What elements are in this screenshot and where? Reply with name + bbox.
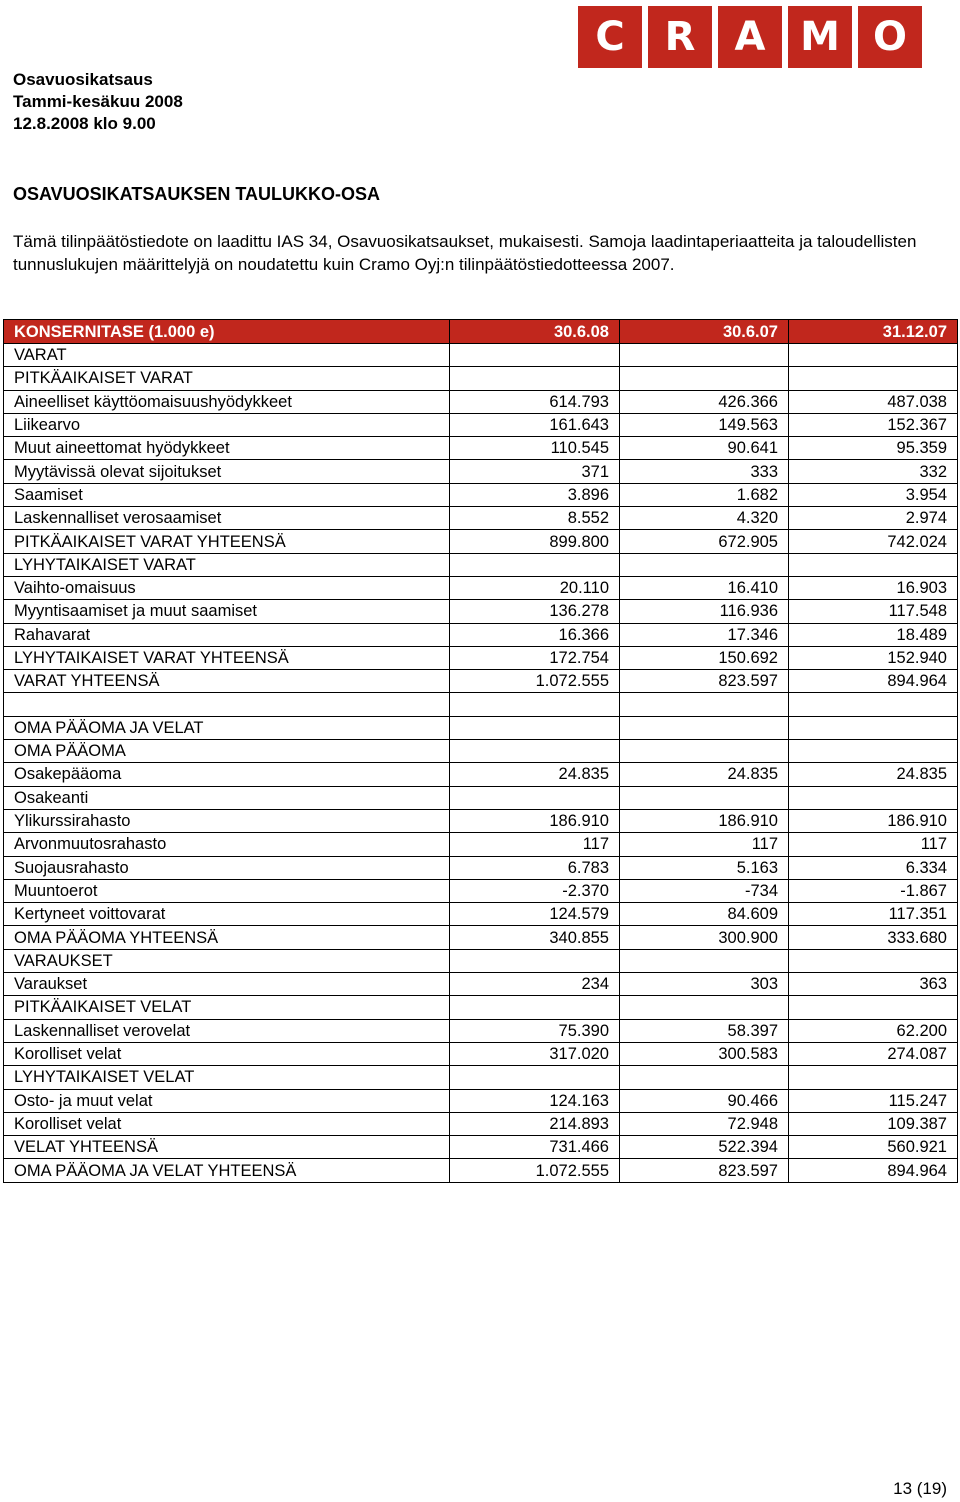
row-label: Muuntoerot xyxy=(4,879,450,902)
row-label: Muut aineettomat hyödykkeet xyxy=(4,437,450,460)
row-value: 823.597 xyxy=(620,670,789,693)
row-value: 18.489 xyxy=(789,623,958,646)
table-row xyxy=(4,973,958,996)
row-value: 117 xyxy=(789,833,958,856)
row-label: OMA PÄÄOMA JA VELAT YHTEENSÄ xyxy=(4,1159,450,1182)
row-value: 24.835 xyxy=(450,763,620,786)
row-label: VELAT YHTEENSÄ xyxy=(4,1136,450,1159)
row-value xyxy=(789,740,958,763)
row-label: PITKÄAIKAISET VARAT YHTEENSÄ xyxy=(4,530,450,553)
row-value: 300.583 xyxy=(620,1042,789,1065)
row-value xyxy=(620,693,789,716)
row-value: 24.835 xyxy=(789,763,958,786)
table-row xyxy=(4,390,958,413)
row-value xyxy=(789,693,958,716)
row-label: LYHYTAIKAISET VELAT xyxy=(4,1066,450,1089)
row-value: 136.278 xyxy=(450,600,620,623)
row-value: 109.387 xyxy=(789,1112,958,1135)
row-value: 116.936 xyxy=(620,600,789,623)
row-value: 152.940 xyxy=(789,646,958,669)
row-value: 90.466 xyxy=(620,1089,789,1112)
table-row xyxy=(4,763,958,786)
row-value: 117 xyxy=(450,833,620,856)
row-value xyxy=(450,693,620,716)
column-header: 30.6.08 xyxy=(450,320,620,344)
table-row xyxy=(4,949,958,972)
row-value: 823.597 xyxy=(620,1159,789,1182)
row-label: PITKÄAIKAISET VARAT xyxy=(4,367,450,390)
table-row xyxy=(4,1159,958,1182)
report-period: Tammi-kesäkuu 2008 xyxy=(13,92,183,111)
row-value xyxy=(450,786,620,809)
row-value: 72.948 xyxy=(620,1112,789,1135)
row-label: Korolliset velat xyxy=(4,1112,450,1135)
row-value: 332 xyxy=(789,460,958,483)
row-label: Rahavarat xyxy=(4,623,450,646)
row-label: Ylikurssirahasto xyxy=(4,809,450,832)
page-number: 13 (19) xyxy=(893,1479,947,1498)
row-value xyxy=(789,344,958,367)
row-value: 24.835 xyxy=(620,763,789,786)
row-value: 124.163 xyxy=(450,1089,620,1112)
row-value xyxy=(620,996,789,1019)
report-title: Osavuosikatsaus xyxy=(13,70,153,89)
row-label: Vaihto-omaisuus xyxy=(4,576,450,599)
table-row xyxy=(4,996,958,1019)
row-value: 152.367 xyxy=(789,413,958,436)
row-value: 317.020 xyxy=(450,1042,620,1065)
row-label: Osakeanti xyxy=(4,786,450,809)
table-row xyxy=(4,856,958,879)
row-value: 62.200 xyxy=(789,1019,958,1042)
row-value xyxy=(450,553,620,576)
row-value xyxy=(789,786,958,809)
cramo-logo xyxy=(578,6,922,68)
row-value: 6.334 xyxy=(789,856,958,879)
row-label: LYHYTAIKAISET VARAT YHTEENSÄ xyxy=(4,646,450,669)
row-value: 371 xyxy=(450,460,620,483)
row-value: 2.974 xyxy=(789,507,958,530)
row-value xyxy=(620,786,789,809)
logo-letter: A xyxy=(718,6,782,68)
row-label: Suojausrahasto xyxy=(4,856,450,879)
row-value: -1.867 xyxy=(789,879,958,902)
row-value: 672.905 xyxy=(620,530,789,553)
table-row xyxy=(4,1066,958,1089)
row-value: 16.903 xyxy=(789,576,958,599)
row-value: 4.320 xyxy=(620,507,789,530)
row-value xyxy=(450,1066,620,1089)
row-value: 426.366 xyxy=(620,390,789,413)
row-label: Myytävissä olevat sijoitukset xyxy=(4,460,450,483)
table-row xyxy=(4,926,958,949)
row-value xyxy=(789,949,958,972)
row-value: 742.024 xyxy=(789,530,958,553)
row-value: -2.370 xyxy=(450,879,620,902)
row-value: 731.466 xyxy=(450,1136,620,1159)
row-value: 560.921 xyxy=(789,1136,958,1159)
row-label: VARAUKSET xyxy=(4,949,450,972)
row-label: Laskennalliset verosaamiset xyxy=(4,507,450,530)
row-value: 274.087 xyxy=(789,1042,958,1065)
row-value xyxy=(789,716,958,739)
row-label: OMA PÄÄOMA xyxy=(4,740,450,763)
row-value xyxy=(620,367,789,390)
row-value xyxy=(450,949,620,972)
row-label: Korolliset velat xyxy=(4,1042,450,1065)
row-value: 487.038 xyxy=(789,390,958,413)
row-value xyxy=(450,740,620,763)
column-header: 30.6.07 xyxy=(620,320,789,344)
table-row xyxy=(4,344,958,367)
table-row xyxy=(4,1089,958,1112)
table-row xyxy=(4,670,958,693)
row-value xyxy=(620,553,789,576)
row-value xyxy=(620,949,789,972)
logo-letter: O xyxy=(858,6,922,68)
table-row xyxy=(4,413,958,436)
row-value xyxy=(789,996,958,1019)
row-value: 234 xyxy=(450,973,620,996)
row-value: 117.351 xyxy=(789,903,958,926)
row-label: Saamiset xyxy=(4,483,450,506)
row-value xyxy=(450,367,620,390)
row-value: 186.910 xyxy=(620,809,789,832)
table-row xyxy=(4,1042,958,1065)
row-value: 161.643 xyxy=(450,413,620,436)
report-date: 12.8.2008 klo 9.00 xyxy=(13,114,156,133)
table-row xyxy=(4,437,958,460)
row-value: 186.910 xyxy=(789,809,958,832)
row-value: 333.680 xyxy=(789,926,958,949)
table-row xyxy=(4,693,958,716)
row-label: VARAT YHTEENSÄ xyxy=(4,670,450,693)
row-value: 58.397 xyxy=(620,1019,789,1042)
row-value: 16.366 xyxy=(450,623,620,646)
row-label: Liikearvo xyxy=(4,413,450,436)
row-value: 894.964 xyxy=(789,670,958,693)
row-value: 363 xyxy=(789,973,958,996)
row-value: 149.563 xyxy=(620,413,789,436)
logo-letter: C xyxy=(578,6,642,68)
row-value: 20.110 xyxy=(450,576,620,599)
table-row xyxy=(4,879,958,902)
table-row xyxy=(4,460,958,483)
row-value: -734 xyxy=(620,879,789,902)
row-value: 150.692 xyxy=(620,646,789,669)
row-value xyxy=(620,740,789,763)
document-header xyxy=(13,69,183,135)
row-value: 90.641 xyxy=(620,437,789,460)
table-row xyxy=(4,1136,958,1159)
intro-paragraph: Tämä tilinpäätöstiedote on laadittu IAS 34, Osavuosikatsaukset, mukaisesti. Samoja laadintaperiaatteita ja taloudellisten tunnuslukujen määrittelyjä on noudatettu kuin Cramo Oyj:n tilinpäätöstiedotteessa 2007. xyxy=(13,232,917,274)
logo-letter: M xyxy=(788,6,852,68)
row-label: Arvonmuutosrahasto xyxy=(4,833,450,856)
row-value xyxy=(450,344,620,367)
row-label: Osakepääoma xyxy=(4,763,450,786)
table-row xyxy=(4,623,958,646)
row-value: 16.410 xyxy=(620,576,789,599)
table-header-row xyxy=(4,320,958,344)
table-row xyxy=(4,483,958,506)
row-value: 117 xyxy=(620,833,789,856)
row-value: 5.163 xyxy=(620,856,789,879)
table-row xyxy=(4,367,958,390)
row-value: 110.545 xyxy=(450,437,620,460)
row-value xyxy=(620,1066,789,1089)
row-value: 214.893 xyxy=(450,1112,620,1135)
row-value xyxy=(789,1066,958,1089)
row-label: PITKÄAIKAISET VELAT xyxy=(4,996,450,1019)
table-row xyxy=(4,576,958,599)
table-title: KONSERNITASE (1.000 e) xyxy=(4,320,450,344)
row-label: OMA PÄÄOMA JA VELAT xyxy=(4,716,450,739)
row-value: 333 xyxy=(620,460,789,483)
table-row xyxy=(4,646,958,669)
row-value: 172.754 xyxy=(450,646,620,669)
row-label: Myyntisaamiset ja muut saamiset xyxy=(4,600,450,623)
row-value xyxy=(620,344,789,367)
row-value: 115.247 xyxy=(789,1089,958,1112)
row-value: 300.900 xyxy=(620,926,789,949)
row-label: Osto- ja muut velat xyxy=(4,1089,450,1112)
row-value xyxy=(450,716,620,739)
row-value: 614.793 xyxy=(450,390,620,413)
row-value xyxy=(450,996,620,1019)
row-label: OMA PÄÄOMA YHTEENSÄ xyxy=(4,926,450,949)
row-value: 8.552 xyxy=(450,507,620,530)
table-row xyxy=(4,833,958,856)
row-value: 303 xyxy=(620,973,789,996)
row-label: Aineelliset käyttöomaisuushyödykkeet xyxy=(4,390,450,413)
row-value: 117.548 xyxy=(789,600,958,623)
table-row xyxy=(4,600,958,623)
row-value: 3.896 xyxy=(450,483,620,506)
row-label: Laskennalliset verovelat xyxy=(4,1019,450,1042)
row-value: 899.800 xyxy=(450,530,620,553)
row-value: 340.855 xyxy=(450,926,620,949)
row-value: 124.579 xyxy=(450,903,620,926)
row-label xyxy=(4,693,450,716)
row-value: 1.072.555 xyxy=(450,1159,620,1182)
table-row xyxy=(4,1019,958,1042)
table-row xyxy=(4,786,958,809)
section-title: OSAVUOSIKATSAUKSEN TAULUKKO-OSA xyxy=(13,184,381,204)
table-row xyxy=(4,809,958,832)
row-value: 75.390 xyxy=(450,1019,620,1042)
logo-letter: R xyxy=(648,6,712,68)
row-value: 1.682 xyxy=(620,483,789,506)
row-value xyxy=(789,553,958,576)
row-value: 17.346 xyxy=(620,623,789,646)
table-row xyxy=(4,740,958,763)
row-value: 894.964 xyxy=(789,1159,958,1182)
balance-sheet-table xyxy=(3,319,958,1183)
row-value: 84.609 xyxy=(620,903,789,926)
row-value xyxy=(620,716,789,739)
row-label: VARAT xyxy=(4,344,450,367)
table-row xyxy=(4,716,958,739)
row-value: 3.954 xyxy=(789,483,958,506)
row-label: LYHYTAIKAISET VARAT xyxy=(4,553,450,576)
row-value: 6.783 xyxy=(450,856,620,879)
row-label: Varaukset xyxy=(4,973,450,996)
row-value: 522.394 xyxy=(620,1136,789,1159)
table-row xyxy=(4,903,958,926)
column-header: 31.12.07 xyxy=(789,320,958,344)
row-value xyxy=(789,367,958,390)
row-value: 95.359 xyxy=(789,437,958,460)
row-label: Kertyneet voittovarat xyxy=(4,903,450,926)
row-value: 186.910 xyxy=(450,809,620,832)
table-row xyxy=(4,507,958,530)
table-row xyxy=(4,553,958,576)
table-row xyxy=(4,1112,958,1135)
table-row xyxy=(4,530,958,553)
row-value: 1.072.555 xyxy=(450,670,620,693)
